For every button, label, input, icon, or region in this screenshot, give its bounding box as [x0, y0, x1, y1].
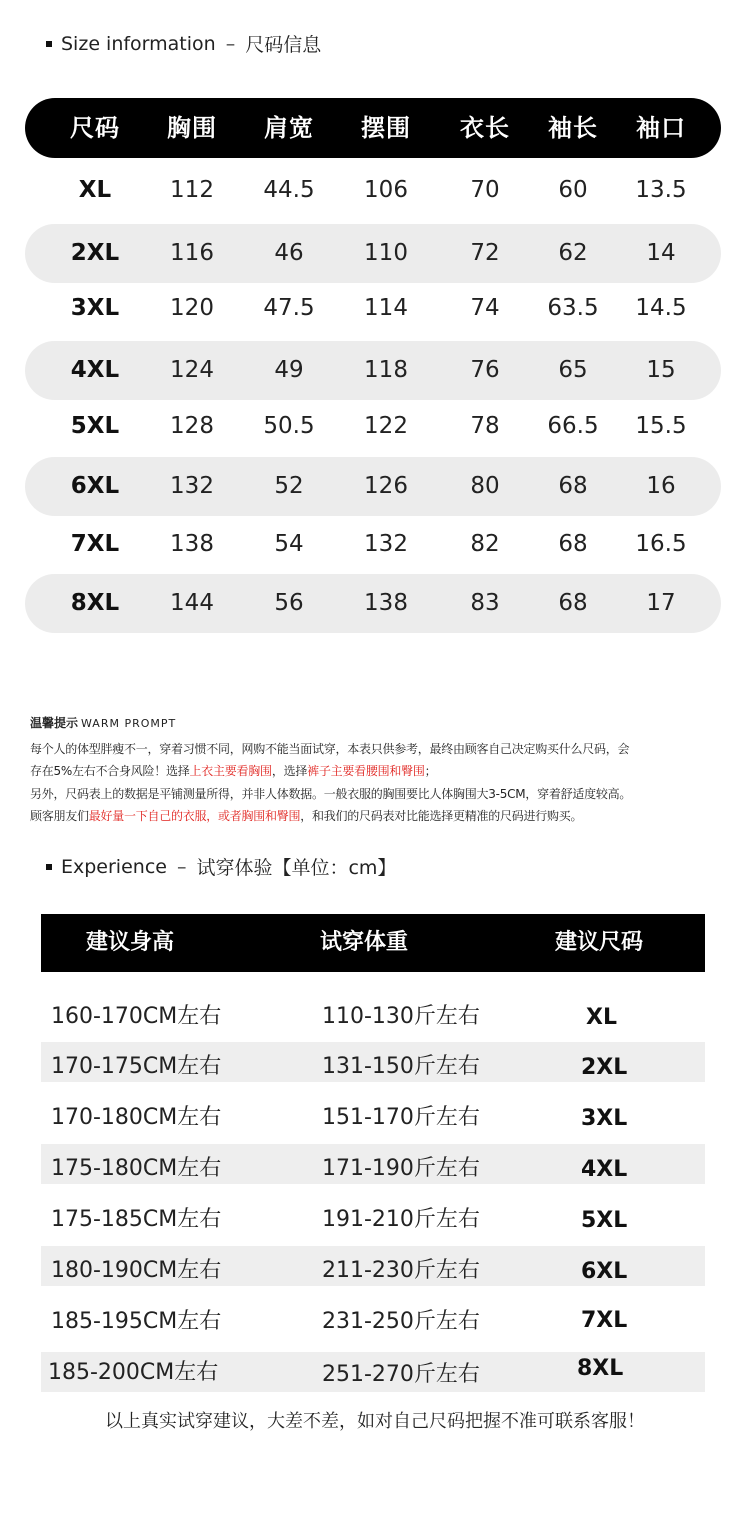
- size-header-cell: 摆围: [361, 114, 411, 142]
- sleeve-cell: 63.5: [547, 295, 599, 321]
- length-cell: 82: [470, 531, 500, 557]
- notice-highlight: 上衣主要看胸围: [189, 764, 272, 778]
- size-table-row: [25, 574, 721, 633]
- notice-heading: [30, 712, 725, 736]
- size-section-title: [46, 30, 321, 57]
- cuff-cell: 13.5: [635, 177, 687, 203]
- height-cell: 175-180CM左右: [51, 1156, 222, 1181]
- size-cell: 4XL: [581, 1157, 628, 1182]
- height-cell: 175-185CM左右: [51, 1207, 222, 1232]
- chest-cell: 132: [170, 473, 214, 499]
- cuff-cell: 14.5: [635, 295, 687, 321]
- notice-title-cn: 温馨提示: [30, 716, 79, 730]
- notice-text: ，选择: [271, 764, 308, 778]
- shoulder-cell: 47.5: [263, 295, 315, 321]
- hem-cell: 126: [364, 473, 408, 499]
- exp-header-cell: 建议身高: [86, 930, 175, 955]
- shoulder-cell: 50.5: [263, 413, 315, 439]
- shoulder-cell: 56: [274, 590, 304, 616]
- size-title-en: Size information: [61, 32, 216, 55]
- shoulder-cell: 46: [274, 240, 304, 266]
- length-cell: 72: [470, 240, 500, 266]
- cuff-cell: 16: [646, 473, 676, 499]
- sleeve-cell: 60: [558, 177, 588, 203]
- notice-title-en: WARM PROMPT: [81, 717, 177, 730]
- exp-header-cell: 试穿体重: [320, 930, 409, 955]
- chest-cell: 124: [170, 357, 214, 383]
- shoulder-cell: 44.5: [263, 177, 315, 203]
- size-header-cell: 袖口: [636, 114, 686, 142]
- size-table-row: [25, 161, 721, 220]
- weight-cell: 251-270斤左右: [322, 1362, 480, 1387]
- size-header-cell: 衣长: [460, 114, 510, 142]
- cuff-cell: 15: [646, 357, 676, 383]
- shoulder-cell: 54: [274, 531, 304, 557]
- hem-cell: 132: [364, 531, 408, 557]
- weight-cell: 110-130斤左右: [322, 1004, 480, 1029]
- height-cell: 170-180CM左右: [51, 1105, 222, 1130]
- title-dash: –: [176, 855, 187, 878]
- warm-prompt-notice: [30, 712, 725, 828]
- size-cell: 7XL: [70, 531, 120, 557]
- chest-cell: 112: [170, 177, 214, 203]
- notice-text: 顾客朋友们: [30, 809, 89, 823]
- height-cell: 185-200CM左右: [48, 1360, 219, 1385]
- exp-header-cell: 建议尺码: [555, 930, 644, 955]
- size-header-cell: 胸围: [167, 114, 217, 142]
- size-table-row: [25, 341, 721, 400]
- sleeve-cell: 68: [558, 473, 588, 499]
- weight-cell: 231-250斤左右: [322, 1309, 480, 1334]
- notice-line: 每个人的体型胖瘦不一，穿着习惯不同，网购不能当面试穿，本表只供参考，最终由顾客自己决定购买什么尺码，会: [30, 741, 630, 756]
- size-cell: 5XL: [70, 413, 120, 439]
- notice-text: 存在5%左右不合身风险！选择: [30, 764, 190, 778]
- notice-line: [30, 805, 725, 828]
- size-cell: 8XL: [577, 1356, 624, 1381]
- experience-table-row: [41, 992, 705, 1032]
- size-header-cell: 尺码: [70, 114, 120, 142]
- cuff-cell: 17: [646, 590, 676, 616]
- size-table-row: [25, 224, 721, 283]
- cuff-cell: 15.5: [635, 413, 687, 439]
- size-table-row: [25, 515, 721, 574]
- notice-highlight: 裤子主要看腰围和臀围: [307, 764, 425, 778]
- experience-table-row: [41, 1042, 705, 1082]
- height-cell: 180-190CM左右: [51, 1258, 222, 1283]
- weight-cell: 211-230斤左右: [322, 1258, 480, 1283]
- size-cell: 5XL: [581, 1208, 628, 1233]
- bullet-square-icon: [46, 864, 52, 870]
- chest-cell: 138: [170, 531, 214, 557]
- size-header-cell: 袖长: [548, 114, 598, 142]
- chest-cell: 116: [170, 240, 214, 266]
- size-table-row: [25, 397, 721, 456]
- experience-title-en: Experience: [61, 855, 167, 878]
- height-cell: 160-170CM左右: [51, 1004, 222, 1029]
- sleeve-cell: 62: [558, 240, 588, 266]
- weight-cell: 131-150斤左右: [322, 1054, 480, 1079]
- experience-section-title: [46, 853, 396, 880]
- size-cell: XL: [78, 177, 112, 203]
- length-cell: 74: [470, 295, 500, 321]
- size-cell: 6XL: [581, 1259, 628, 1284]
- experience-table-row: [41, 1195, 705, 1235]
- notice-line: [30, 760, 725, 783]
- sleeve-cell: 66.5: [547, 413, 599, 439]
- cuff-cell: 16.5: [635, 531, 687, 557]
- size-table-header: [25, 98, 721, 158]
- sleeve-cell: 68: [558, 531, 588, 557]
- bullet-square-icon: [46, 41, 52, 47]
- height-cell: 170-175CM左右: [51, 1054, 222, 1079]
- experience-table-row: [41, 1093, 705, 1133]
- size-cell: 6XL: [70, 473, 120, 499]
- title-dash: –: [225, 32, 236, 55]
- size-cell: 3XL: [581, 1106, 628, 1131]
- notice-line: 另外，尺码表上的数据是平铺测量所得，并非人体数据。一般衣服的胸围要比人体胸围大3-5CM，穿着舒适度较高。: [30, 786, 632, 801]
- hem-cell: 138: [364, 590, 408, 616]
- footer-note: 以上真实试穿建议，大差不差，如对自己尺码把握不准可联系客服！: [105, 1411, 645, 1432]
- experience-table-row: [41, 1352, 705, 1392]
- weight-cell: 151-170斤左右: [322, 1105, 480, 1130]
- chest-cell: 120: [170, 295, 214, 321]
- shoulder-cell: 49: [274, 357, 304, 383]
- shoulder-cell: 52: [274, 473, 304, 499]
- size-cell: XL: [586, 1005, 617, 1030]
- size-cell: 7XL: [581, 1308, 628, 1333]
- experience-table-header: [41, 914, 705, 972]
- weight-cell: 171-190斤左右: [322, 1156, 480, 1181]
- notice-text: ，和我们的尺码表对比能选择更精准的尺码进行购买。: [300, 809, 583, 823]
- length-cell: 78: [470, 413, 500, 439]
- chest-cell: 144: [170, 590, 214, 616]
- height-cell: 185-195CM左右: [51, 1309, 222, 1334]
- notice-text: ；: [424, 764, 437, 778]
- size-cell: 3XL: [70, 295, 120, 321]
- size-table-row: [25, 279, 721, 338]
- length-cell: 76: [470, 357, 500, 383]
- chest-cell: 128: [170, 413, 214, 439]
- sleeve-cell: 68: [558, 590, 588, 616]
- size-cell: 2XL: [70, 240, 120, 266]
- hem-cell: 122: [364, 413, 408, 439]
- sleeve-cell: 65: [558, 357, 588, 383]
- length-cell: 83: [470, 590, 500, 616]
- hem-cell: 118: [364, 357, 408, 383]
- hem-cell: 110: [364, 240, 408, 266]
- experience-table-row: [41, 1246, 705, 1286]
- experience-title-cn: 试穿体验【单位：cm】: [196, 857, 397, 879]
- size-cell: 2XL: [581, 1055, 628, 1080]
- weight-cell: 191-210斤左右: [322, 1207, 480, 1232]
- size-header-cell: 肩宽: [264, 114, 314, 142]
- length-cell: 70: [470, 177, 500, 203]
- cuff-cell: 14: [646, 240, 676, 266]
- notice-highlight: 最好量一下自己的衣服，或者胸围和臀围: [88, 809, 301, 823]
- hem-cell: 106: [364, 177, 408, 203]
- size-cell: 4XL: [70, 357, 120, 383]
- experience-table-row: [41, 1297, 705, 1337]
- size-table-row: [25, 457, 721, 516]
- size-cell: 8XL: [70, 590, 120, 616]
- size-title-cn: 尺码信息: [245, 34, 322, 56]
- hem-cell: 114: [364, 295, 408, 321]
- experience-table-row: [41, 1144, 705, 1184]
- length-cell: 80: [470, 473, 500, 499]
